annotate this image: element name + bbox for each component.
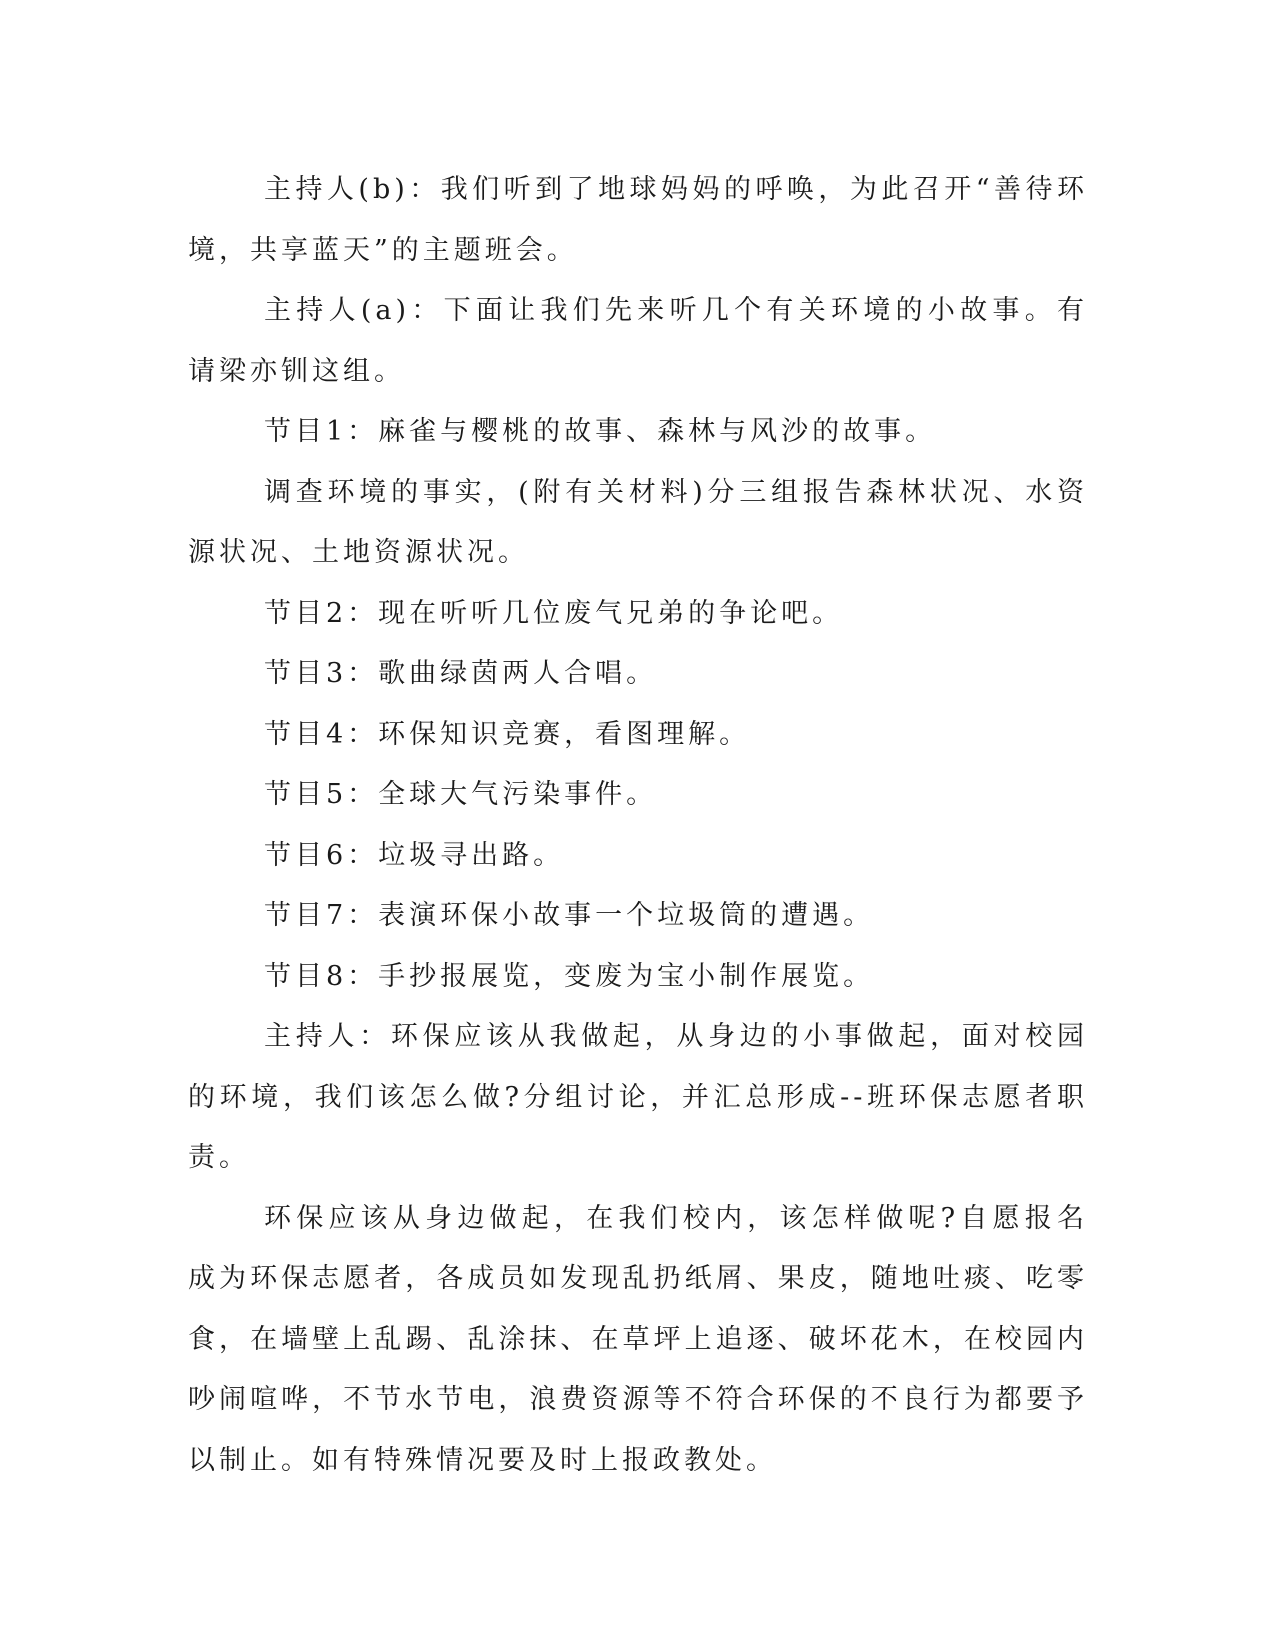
paragraph-program-4: 节目4：环保知识竞赛，看图理解。 [264,718,751,750]
paragraph-program-3: 节目3：歌曲绿茵两人合唱。 [264,658,658,689]
paragraph-host-a: 主持人(a)：下面让我们先来听几个有关环境的小故事。有请梁亦钏这组。 [188,295,1088,387]
paragraph-volunteer-duties: 环保应该从身边做起，在我们校内，该怎样做呢?自愿报名成为环保志愿者，各成员如发现乱扔纸屑、果皮，随地吐痰、吃零食，在墙壁上乱踢、乱涂抹、在草坪上追逐、破坏花木，在校园内吵闹喧哗，不节水节电，浪费资源等不符合环保的不良行为都要予以制止。如有特殊情况要及时上报政教处。 [188,1202,1088,1476]
document-body [188,160,1088,1491]
paragraph-program-5: 节目5：全球大气污染事件。 [264,779,658,810]
paragraph-program-6: 节目6：垃圾寻出路。 [264,839,565,871]
paragraph-survey: 调查环境的事实，(附有关材料)分三组报告森林状况、水资源状况、土地资源状况。 [188,476,1088,568]
paragraph-host-b: 主持人(b)：我们听到了地球妈妈的呼唤，为此召开“善待环境，共享蓝天”的主题班会。 [188,174,1088,266]
paragraph-program-2: 节目2：现在听听几位废气兄弟的争论吧。 [264,597,844,629]
paragraph-program-8: 节目8：手抄报展览，变废为宝小制作展览。 [264,960,875,992]
paragraph-program-1: 节目1：麻雀与樱桃的故事、森林与风沙的故事。 [264,416,937,447]
paragraph-program-7: 节目7：表演环保小故事一个垃圾筒的遭遇。 [264,900,875,931]
paragraph-host-closing: 主持人：环保应该从我做起，从身边的小事做起，面对校园的环境，我们该怎么做?分组讨论，并汇总形成--班环保志愿者职责。 [188,1021,1088,1173]
